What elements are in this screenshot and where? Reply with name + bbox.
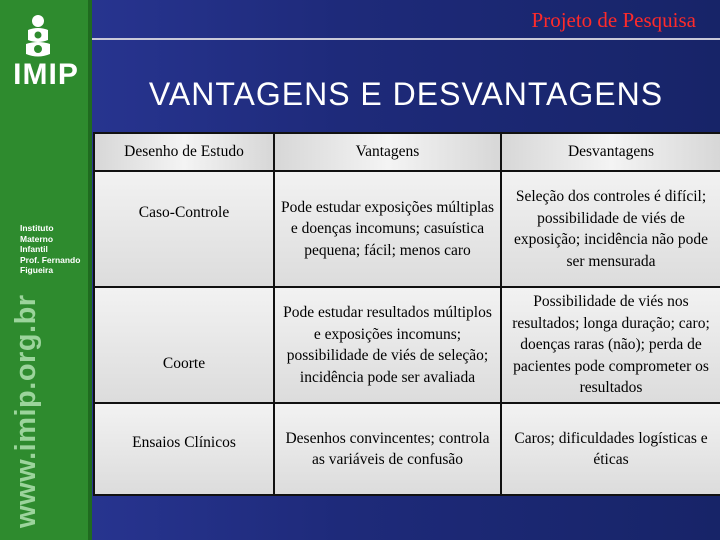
institution-line: Instituto [20,223,54,233]
project-title: Projeto de Pesquisa [531,8,696,32]
study-design-cell: Ensaios Clínicos [94,403,274,495]
table-row [94,287,720,403]
disadvantages-cell: Caros; dificuldades logísticas e éticas [501,403,720,495]
institution-name [20,223,80,276]
institution-line: Prof. Fernando [20,254,81,265]
logo-text: IMIP [13,58,79,91]
study-design-cell: Caso-Controle [94,171,274,287]
header-cell-disadvantages: Desvantagens [501,133,720,171]
table-header-row [94,133,720,171]
slide-title: VANTAGENS E DESVANTAGENS [148,76,664,112]
institution-line: Figueira [20,265,54,275]
website-url: www.imip.org.br [10,294,42,528]
disadvantages-cell: Possibilidade de viés nos resultados; longa duração; caro; doenças raras (não); perda de pacientes pode comprometer os resultados [501,287,720,403]
disadvantages-cell: Seleção dos controles é difícil; possibilidade de viés de exposição; incidência não pode ser mensurada [501,171,720,287]
header-cell-design: Desenho de Estudo [94,133,274,171]
header-divider [92,38,720,40]
imip-logo-icon [22,14,54,58]
advantages-cell: Pode estudar exposições múltiplas e doenças incomuns; casuística pequena; fácil; menos caro [274,171,501,287]
institution-line: Materno [20,233,54,244]
table-row [94,403,720,495]
table-row [94,171,720,287]
header-cell-advantages: Vantagens [274,133,501,171]
advantages-cell: Pode estudar resultados múltiplos e exposições incomuns; possibilidade de viés de seleção; incidência pode ser avaliada [274,287,501,403]
comparison-table [93,132,720,496]
study-design-cell: Coorte [94,287,274,403]
institution-line: Infantil [20,244,48,254]
advantages-cell: Desenhos convincentes; controla as variáveis de confusão [274,403,501,495]
